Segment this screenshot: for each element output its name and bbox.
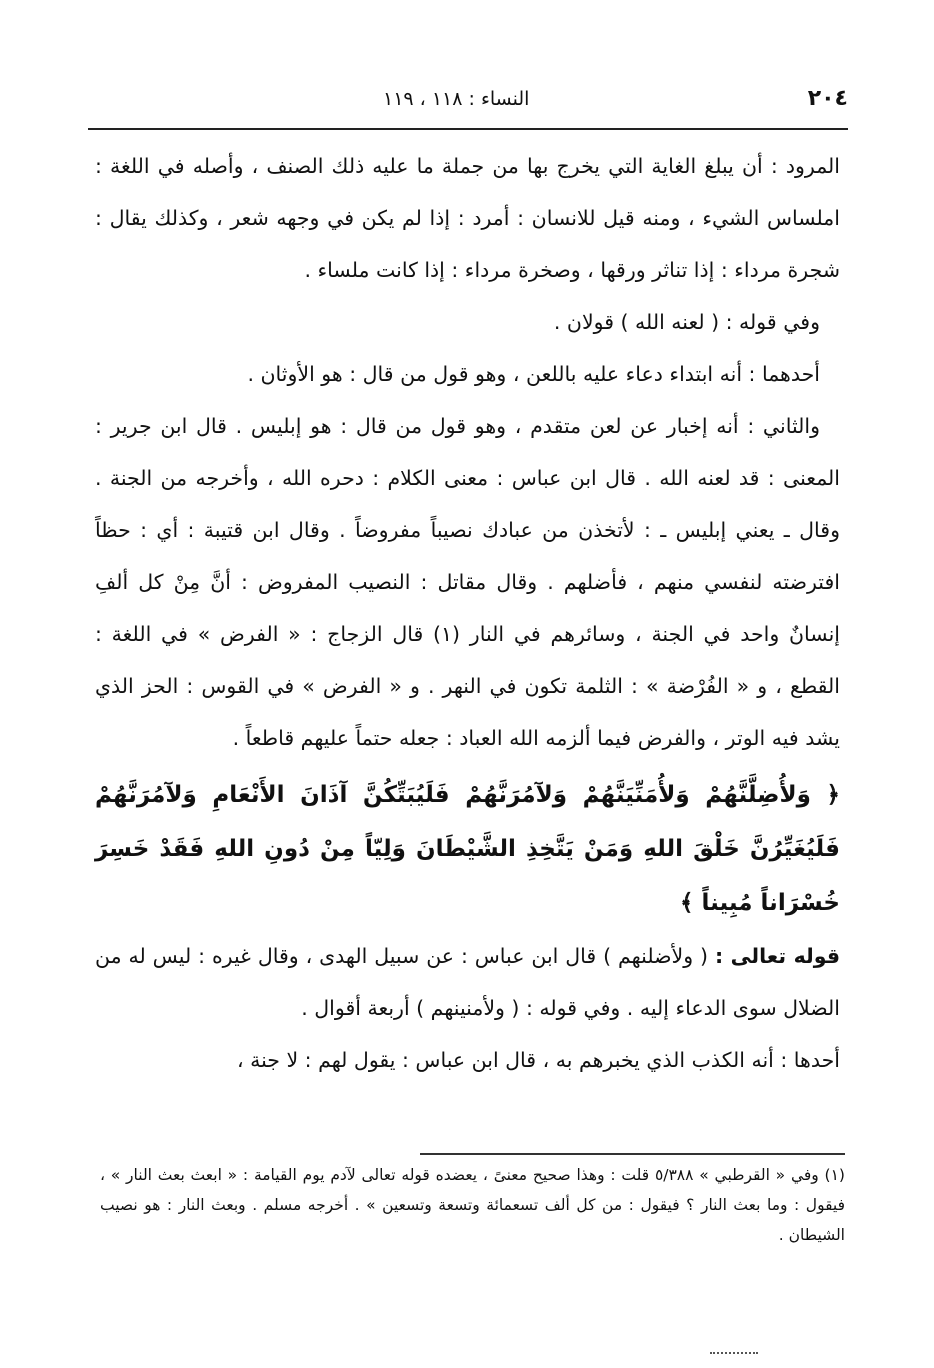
paragraph-commentary (95, 930, 840, 1034)
paragraph-first-opinion: أحدها : أنه الكذب الذي يخبرهم به ، قال ابن عباس : يقول لهم : لا جنة ، (236, 1048, 840, 1072)
scan-mark (710, 1352, 758, 1357)
running-title: النساء : ١١٨ ، ١١٩ (383, 88, 530, 110)
paragraph-second-saying: والثاني : أنه إخبار عن لعن متقدم ، وهو قول من قال : هو إبليس . قال ابن جرير : المعنى : قد لعنه الله . قال ابن عباس : معنى الكلام : دحره الله ، وأخرجه من الجنة . وقال ـ يعني إبليس ـ : لأتخذن من عبادك نصيباً مفروضاً . وقال ابن قتيبة : أي : حظاً افترضته لنفسي منهم ، فأضلهم . وقال مقاتل : النصيب المفروض : أنَّ مِنْ كل ألفِ إنسانٌ واحد في الجنة ، وسائرهم في النار (١) قال الزجاج : « الفرض » في اللغة : القطع ، و « الفُرْضة » : الثلمة تكون في النهر . و « الفرض » في القوس : الحز الذي يشد فيه الوتر ، والفرض فيما ألزمه الله العباد : جعله حتماً عليهم قاطعاً . (95, 414, 840, 750)
commentary-text: ( ولأضلنهم ) قال ابن عباس : عن سبيل الهدى ، وقال غيره : ليس له من الضلال سوى الدعاء إليه . وفي قوله : ( ولأمنينهم ) أربعة أقوال . (95, 944, 840, 1020)
page-number: ٢٠٤ (807, 86, 848, 111)
commentary-lead: قوله تعالى : (714, 944, 841, 968)
header-rule (88, 128, 848, 130)
footnote-1: (١) وفي « القرطبي » ٥/٣٨٨ قلت : وهذا صحيح معنىً ، يعضده قوله تعالى لآدم يوم القيامة : « ابعث بعث النار » ، فيقول : وما بعث النار ؟ فيقول : من كل ألف تسعمائة وتسعة وتسعين » . أخرجه مسلم . وبعث النار : هو نصيب الشيطان . (100, 1166, 845, 1244)
main-text (95, 140, 840, 1086)
paragraph-first-saying: أحدهما : أنه ابتداء دعاء عليه باللعن ، وهو قول من قال : هو الأوثان . (247, 362, 820, 386)
page-header (88, 82, 848, 122)
paragraph-murud: المرود : أن يبلغ الغاية التي يخرج بها من جملة ما عليه ذلك الصنف ، وأصله في اللغة : املساس الشيء ، ومنه قيل للانسان : أمرد : إذا لم يكن في وجهه شعر ، وكذلك يقال : شجرة مرداء : إذا تناثر ورقها ، وصخرة مرداء : إذا كانت ملساء . (95, 154, 840, 282)
paragraph-two-sayings: وفي قوله : ( لعنه الله ) قولان . (553, 310, 820, 334)
quran-verse: ﴿ وَلأُضِلَّنَّهُمْ وَلأُمَنِّيَنَّهُمْ وَلآمُرَنَّهُمْ فَلَيُبَتِّكُنَّ آذَانَ الأَنْعَامِ وَلآمُرَنَّهُمْ فَلَيُغَيِّرُنَّ خَلْقَ اللهِ وَمَنْ يَتَّخِذِ الشَّيْطَانَ وَلِيّاً مِنْ دُونِ اللهِ فَقَدْ خَسِرَ خُسْرَاناً مُبِيناً ﴾ (95, 782, 840, 916)
footnotes (100, 1160, 845, 1250)
footnote-rule (420, 1153, 845, 1155)
